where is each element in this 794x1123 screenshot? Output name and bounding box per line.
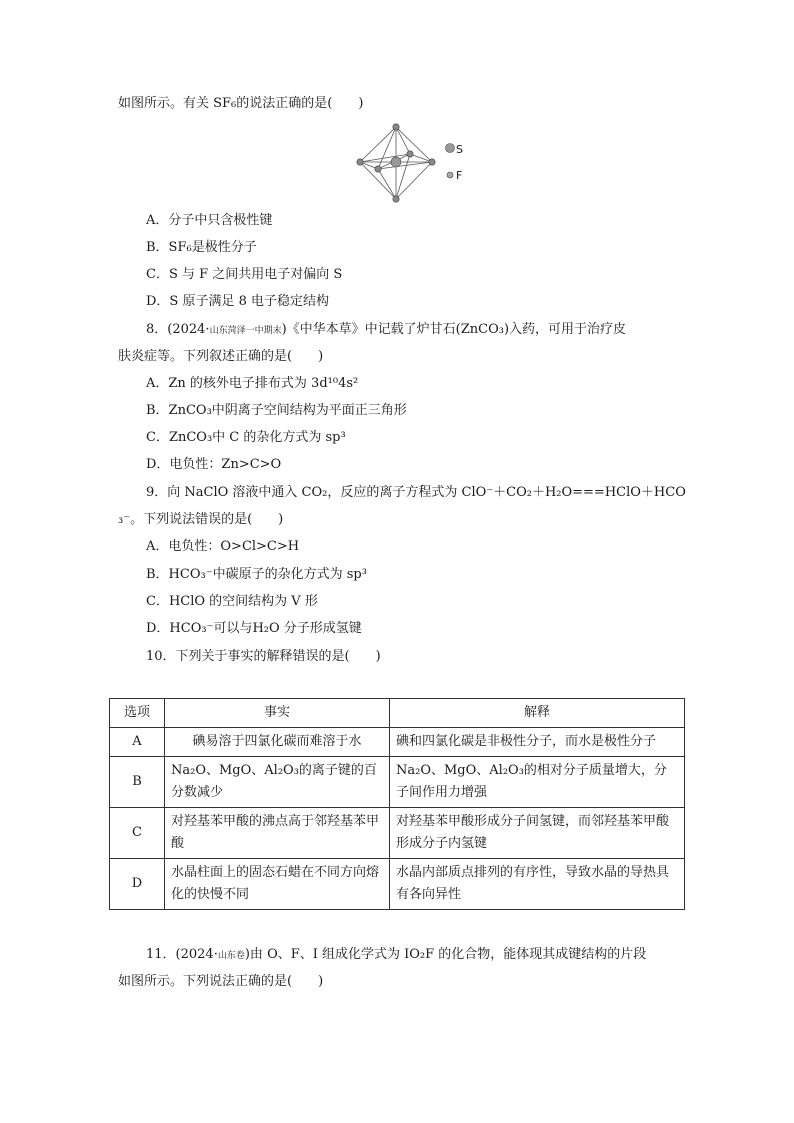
q9-stem-line2: ₃⁻。下列说法错误的是( ) <box>118 512 284 527</box>
q11-stem-rest: )由 O、F、I 组成化学式为 IO₂F 的化合物，能体现其成键结构的片段 <box>244 947 647 962</box>
table-row <box>110 859 685 910</box>
q7-option-c: C．S 与 F 之间共用电子对偏向 S <box>146 267 343 282</box>
sf6-molecule-figure <box>352 122 482 204</box>
table-row <box>110 728 685 757</box>
row-option: C <box>110 808 165 859</box>
q8-stem-line2: 肤炎症等。下列叙述正确的是( ) <box>118 349 324 364</box>
q8-option-c: C．ZnCO₃中 C 的杂化方式为 sp³ <box>146 430 346 445</box>
header-fact: 事实 <box>165 699 390 728</box>
row-option: D <box>110 859 165 910</box>
q8-option-a: A．Zn 的核外电子排布式为 3d¹⁰4s² <box>146 376 359 391</box>
row-option: A <box>110 728 165 757</box>
q7-option-a: A．分子中只含极性键 <box>146 213 273 228</box>
q7-option-d: D．S 原子满足 8 电子稳定结构 <box>146 294 329 309</box>
row-option: B <box>110 757 165 808</box>
legend-s-label: S <box>456 143 463 156</box>
q11-stem-line2: 如图所示。下列说法正确的是( ) <box>118 974 324 989</box>
q8-option-b: B．ZnCO₃中阴离子空间结构为平面正三角形 <box>146 403 407 418</box>
q11-number: 11．(2024· <box>146 947 218 962</box>
table-row <box>110 757 685 808</box>
q8-option-d: D．电负性：Zn>C>O <box>146 457 282 472</box>
row-fact: 对羟基苯甲酸的沸点高于邻羟基苯甲酸 <box>165 808 390 859</box>
q8-number: 8．(2024· <box>146 322 210 337</box>
q9-option-a: A．电负性：O>Cl>C>H <box>146 539 300 554</box>
row-explain: 水晶内部质点排列的有序性，导致水晶的导热具有各向异性 <box>390 859 685 910</box>
legend-f-label: F <box>456 169 463 182</box>
row-fact: 碘易溶于四氯化碳而难溶于水 <box>165 728 390 757</box>
q8-stem-line1 <box>146 321 626 340</box>
header-option: 选项 <box>110 699 165 728</box>
q9-stem-line1: 9．向 NaClO 溶液中通入 CO₂，反应的离子方程式为 ClO⁻＋CO₂＋H₂O===HClO＋HCO <box>146 485 686 500</box>
q8-stem-rest: )《中华本草》中记载了炉甘石(ZnCO₃)入药，可用于治疗皮 <box>281 322 627 337</box>
q10-table <box>109 698 685 910</box>
q9-option-c: C．HClO 的空间结构为 V 形 <box>146 594 318 609</box>
table-row <box>110 808 685 859</box>
row-explain: 对羟基苯甲酸形成分子间氢键，而邻羟基苯甲酸形成分子内氢键 <box>390 808 685 859</box>
row-explain: 碘和四氯化碳是非极性分子，而水是极性分子 <box>390 728 685 757</box>
q9-option-b: B．HCO₃⁻中碳原子的杂化方式为 sp³ <box>146 567 367 582</box>
q11-source: 山东卷 <box>217 951 245 961</box>
q9-option-d: D．HCO₃⁻可以与H₂O 分子形成氢键 <box>146 621 362 636</box>
row-fact: 水晶柱面上的固态石蜡在不同方向熔化的快慢不同 <box>165 859 390 910</box>
table-header-row <box>110 699 685 728</box>
q11-stem-line1 <box>146 946 646 965</box>
q7-option-b: B．SF₆是极性分子 <box>146 240 257 255</box>
row-explain: Na₂O、MgO、Al₂O₃的相对分子质量增大，分子间作用力增强 <box>390 757 685 808</box>
row-fact: Na₂O、MgO、Al₂O₃的离子键的百分数减少 <box>165 757 390 808</box>
header-explain: 解释 <box>390 699 685 728</box>
q7-intro: 如图所示。有关 SF₆的说法正确的是( ) <box>118 96 364 111</box>
q8-source: 山东菏泽一中期末 <box>209 326 282 336</box>
q10-stem: 10．下列关于事实的解释错误的是( ) <box>146 649 381 664</box>
